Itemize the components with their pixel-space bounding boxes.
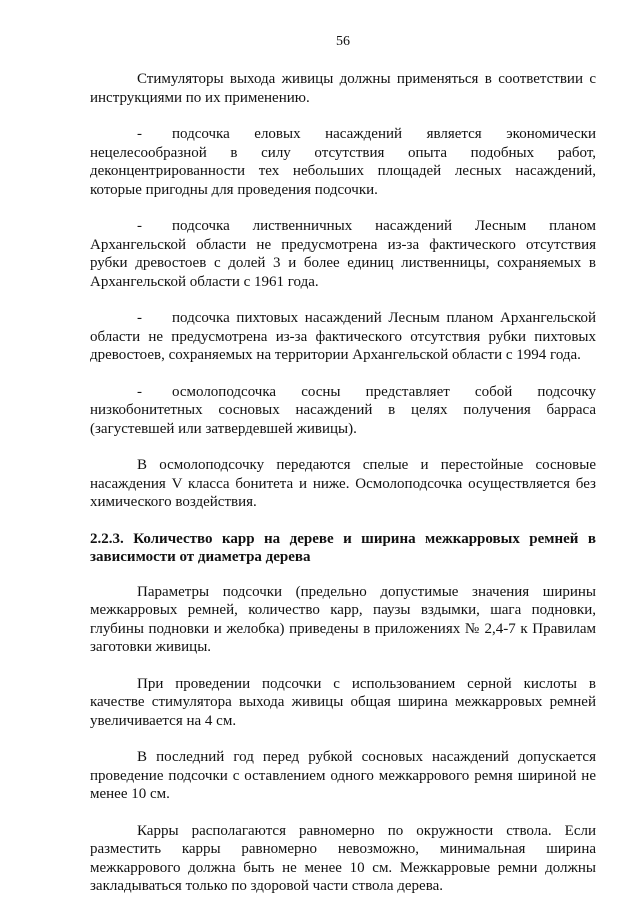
paragraph-parameters: Параметры подсочки (предельно допустимые значения ширины межкарровых ремней, количество карр, паузы вздымки, шага подновки, глубины подновки и желобка) приведены в приложениях № 2,4-7 к Правилам заготовки живицы.	[90, 583, 596, 655]
paragraph-sulfuric-acid: При проведении подсочки с использованием серной кислоты в качестве стимулятора выхода живицы общая ширина межкарровых ремней увеличивается на 4 см.	[90, 675, 596, 729]
paragraph-resin-tapping-stands: В осмолоподсочку передаются спелые и перестойные сосновые насаждения V класса бонитета и ниже. Осмолоподсочка осуществляется без химического воздействия.	[90, 457, 596, 510]
paragraph-stimulators: Стимуляторы выхода живицы должны применяться в соответствии с инструкциями по их применению.	[90, 71, 596, 106]
page-number: 56	[336, 34, 350, 49]
bullet-spruce: - подсочка еловых насаждений является экономически нецелесообразной в силу отсутствия опыта подобных работ, деконцентрированности тех небольших площадей лесных насаждений, которые пригодны для проведения подсочки.	[90, 126, 596, 198]
bullet-larch: - подсочка лиственничных насаждений Лесным планом Архангельской области не предусмотрена из-за фактического отсутствия рубки древостоев с долей 3 и более единиц лиственницы, сохраняемых в Архангельской области с 1961 года.	[90, 218, 596, 290]
paragraph-last-year: В последний год перед рубкой сосновых насаждений допускается проведение подсочки с оставлением одного межкаррового ремня шириной не менее 10 см.	[90, 749, 596, 802]
paragraph-carres-placement: Карры располагаются равномерно по окружности ствола. Если разместить карры равномерно невозможно, минимальная ширина межкаррового должна быть не менее 10 см. Межкарровые ремни должны закладываться только по здоровой части ствола дерева.	[90, 822, 596, 894]
section-heading: 2.2.3. Количество карр на дереве и ширина межкарровых ремней в зависимости от диаметра дерева	[90, 530, 596, 565]
bullet-fir: - подсочка пихтовых насаждений Лесным планом Архангельской области не предусмотрена из-за фактического отсутствия рубки пихтовых древостоев, сохраняемых на территории Архангельской области с 1994 года.	[90, 310, 596, 363]
bullet-resin-tapping: - осмолоподсочка сосны представляет собой подсочку низкобонитетных сосновых насаждений в целях получения барраса (загустевшей или затвердевшей живицы).	[90, 383, 596, 437]
